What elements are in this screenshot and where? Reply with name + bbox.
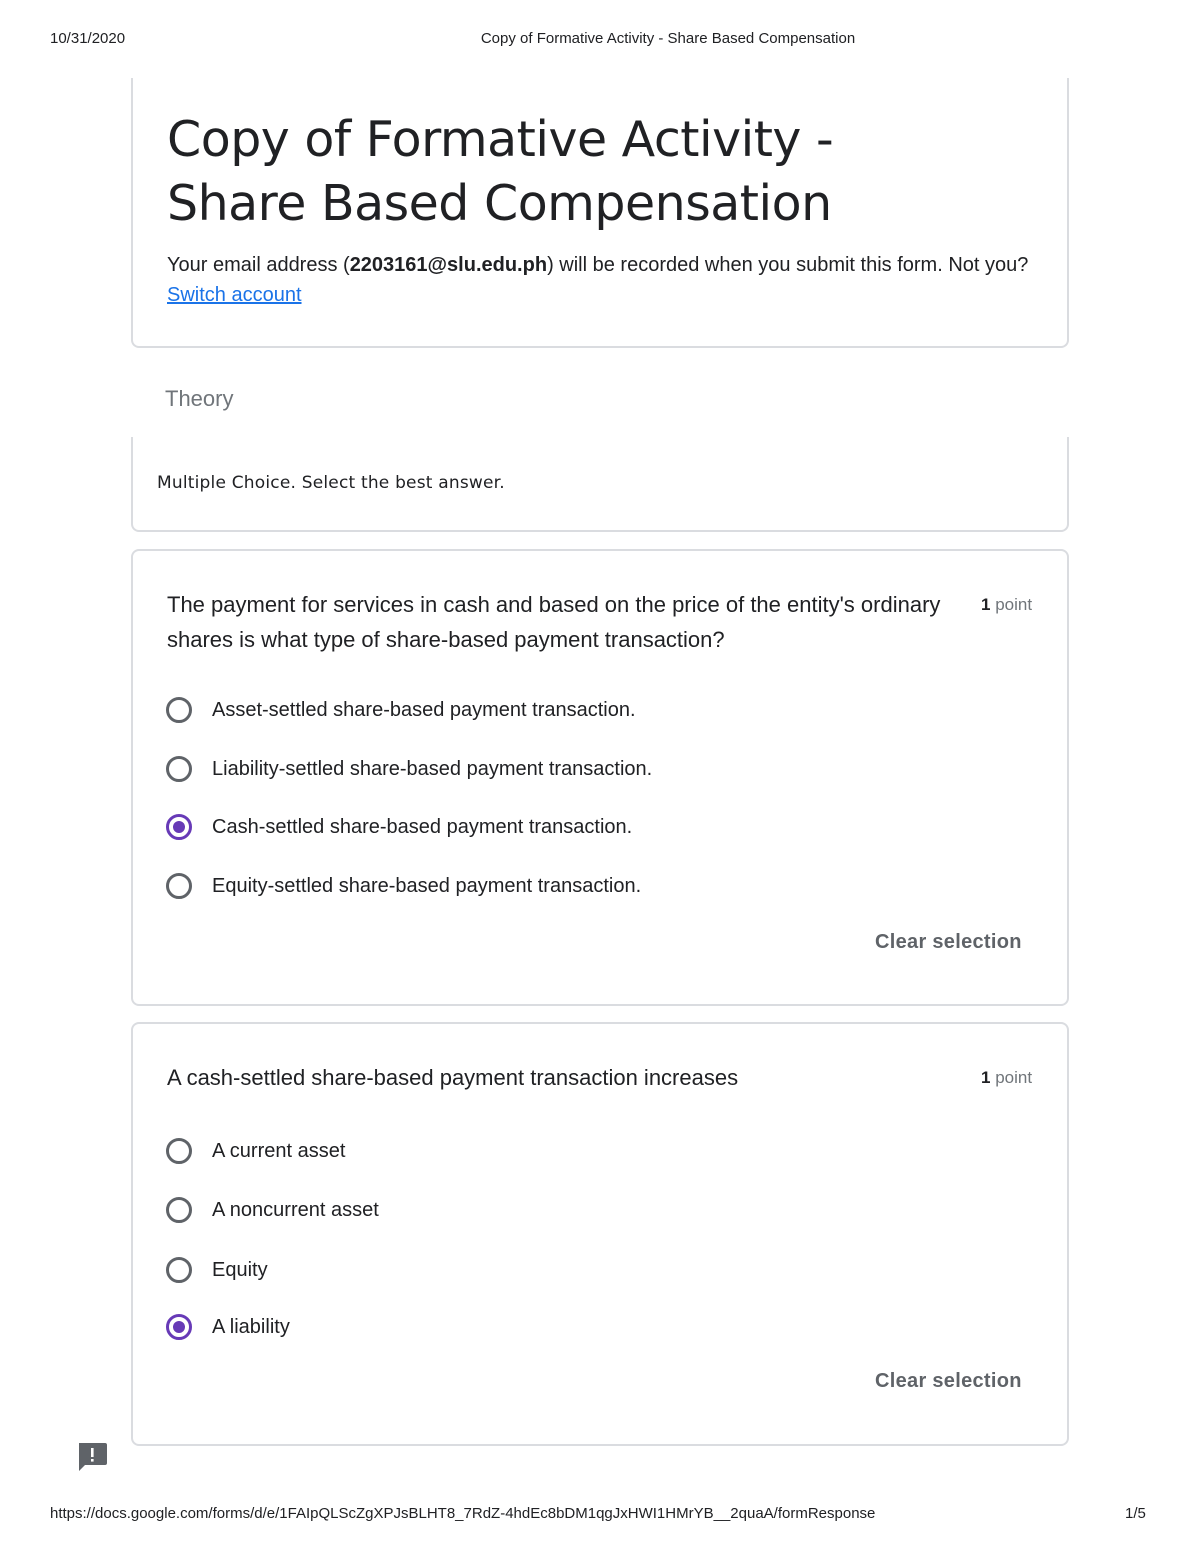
radio-button[interactable] [166, 1257, 192, 1283]
option-label: Asset-settled share-based payment transaction. [212, 698, 636, 721]
radio-button-selected[interactable] [166, 814, 192, 840]
clear-selection-button[interactable]: Clear selection [875, 1370, 1022, 1392]
print-date: 10/31/2020 [50, 30, 126, 47]
option-label: A liability [212, 1315, 290, 1338]
question-text: A cash-settled share-based payment transaction increases [167, 1065, 739, 1090]
option-label: Equity [212, 1258, 268, 1281]
radio-button[interactable] [166, 697, 192, 723]
points-number: 1 [981, 1068, 991, 1087]
print-header [0, 30, 1200, 50]
clear-selection-button[interactable]: Clear selection [875, 931, 1022, 953]
question-card-1 [131, 549, 1069, 1006]
question-card-2 [131, 1022, 1069, 1446]
email-prefix: Your email address ( [167, 254, 350, 276]
email-suffix: ) will be recorded when you submit this form. Not you? [547, 254, 1029, 276]
option-equity-settled[interactable] [166, 869, 641, 903]
option-asset-settled[interactable] [166, 693, 636, 727]
radio-button[interactable] [166, 756, 192, 782]
form-title: Copy of Formative Activity - Share Based Compensation [167, 111, 834, 232]
question-points [981, 595, 1032, 615]
points-label: point [995, 595, 1033, 614]
page-number: 1/5 [1125, 1505, 1146, 1522]
question-text: The payment for services in cash and based on the price of the entity's ordinary shares is what type of share-based payment transaction? [167, 592, 941, 652]
option-liability-settled[interactable] [166, 752, 652, 786]
print-url: https://docs.google.com/forms/d/e/1FAIpQLScZgXPJsBLHT8_7RdZ-4hdEc8bDM1qgJxHWI1HMrYB__2quaA/formResponse [50, 1505, 876, 1522]
switch-account-link[interactable]: Switch account [167, 284, 302, 306]
option-cash-settled[interactable] [166, 810, 632, 844]
radio-button[interactable] [166, 1138, 192, 1164]
option-noncurrent-asset[interactable] [166, 1193, 379, 1227]
option-label: Cash-settled share-based payment transaction. [212, 815, 633, 838]
option-current-asset[interactable] [166, 1134, 345, 1168]
form-header-card [131, 78, 1069, 348]
print-footer [0, 1505, 1200, 1525]
radio-button[interactable] [166, 1197, 192, 1223]
print-title: Copy of Formative Activity - Share Based Compensation [480, 30, 856, 47]
email-notice [167, 250, 1047, 310]
points-number: 1 [981, 595, 991, 614]
radio-button[interactable] [166, 873, 192, 899]
section-description: Multiple Choice. Select the best answer. [157, 473, 505, 493]
option-label: Liability-settled share-based payment transaction. [212, 757, 653, 780]
feedback-icon[interactable] [76, 1441, 108, 1473]
radio-button-selected[interactable] [166, 1314, 192, 1340]
points-label: point [995, 1068, 1033, 1087]
option-liability[interactable] [166, 1310, 290, 1344]
section-description-card [131, 437, 1069, 532]
option-label: Equity-settled share-based payment transaction. [212, 874, 642, 897]
option-label: A current asset [212, 1139, 346, 1162]
option-label: A noncurrent asset [212, 1198, 379, 1221]
question-points [981, 1068, 1032, 1088]
section-title: Theory [165, 386, 234, 411]
option-equity[interactable] [166, 1253, 268, 1287]
email-address: 2203161@slu.edu.ph [349, 254, 548, 276]
